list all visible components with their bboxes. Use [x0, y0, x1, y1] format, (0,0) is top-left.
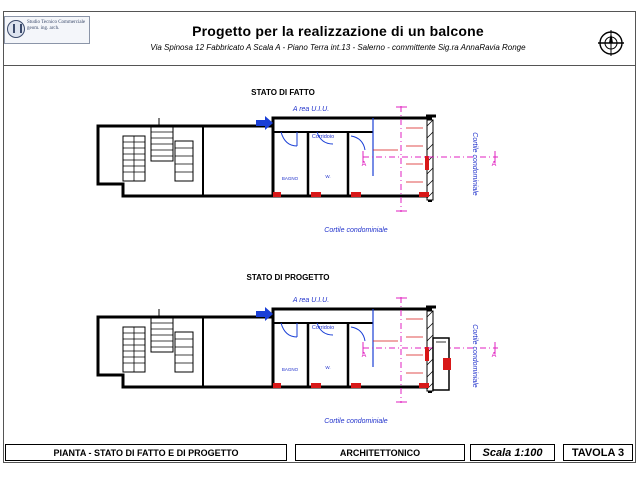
north-compass-icon	[597, 29, 625, 57]
plan1-label-room1: BAGNO	[281, 176, 299, 181]
title-block-header	[3, 11, 636, 66]
plan1-heading: STATO DI FATTO	[251, 88, 315, 97]
footer-sheet-number: TAVOLA 3	[563, 444, 633, 461]
footer-category: ARCHITETTONICO	[295, 444, 465, 461]
logo-text-line1: Studio Tecnico Commerciale	[27, 20, 86, 25]
plan1-section-mark-left: A	[361, 161, 367, 168]
plan1-geometry	[98, 106, 498, 212]
plan2-section-mark-left: A	[361, 352, 367, 359]
plan1-label-top: A rea U.I.U.	[292, 106, 330, 113]
plan2-label-bottom: Cortile condominiale	[324, 418, 388, 425]
project-title: Progetto per la realizzazione di un balcone	[192, 23, 484, 39]
logo-text	[27, 20, 85, 32]
plan-stato-di-progetto	[98, 273, 498, 425]
plan1-label-corridor: Corridoio	[311, 134, 335, 140]
plan2-label-room1: BAGNO	[281, 367, 299, 372]
plan2-label-room2: W.	[325, 365, 331, 370]
plan2-section-mark-right: A	[491, 352, 497, 359]
plan2-label-top: A rea U.I.U.	[292, 297, 330, 304]
project-address: Via Spinosa 12 Fabbricato A Scala A - Piano Terra int.13 - Salerno - committente Sig.ra AnnaRavia Ronge	[150, 43, 526, 52]
plan2-label-right: Cortile condominiale	[471, 324, 478, 388]
title-block-footer	[3, 442, 636, 463]
floor-plan-drawing	[3, 66, 636, 440]
footer-plan-label: PIANTA - STATO DI FATTO E DI PROGETTO	[5, 444, 287, 461]
plan2-heading: STATO DI PROGETTO	[246, 273, 330, 282]
plan1-label-right: Cortile condominiale	[471, 132, 478, 196]
logo-mark-icon	[7, 20, 25, 38]
plan2-balcony-opening	[443, 358, 451, 370]
plan1-label-room2: W.	[325, 174, 331, 179]
plan2-label-corridor: Corridoio	[311, 325, 335, 331]
plan1-label-bottom: Cortile condominiale	[324, 227, 388, 234]
plan-stato-di-fatto	[98, 88, 498, 234]
plan1-section-mark-right: A	[491, 161, 497, 168]
footer-scale: Scala 1:100	[470, 444, 555, 461]
studio-logo	[4, 16, 90, 44]
logo-text-line2: geom. ing. arch.	[27, 26, 60, 31]
